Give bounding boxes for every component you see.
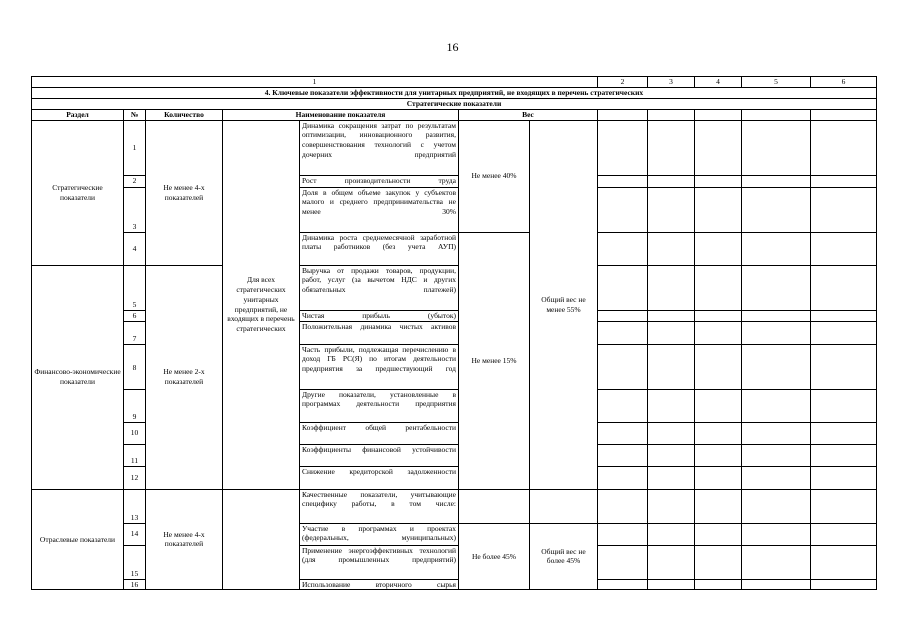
table-row (32, 489, 877, 523)
col-number: 2 (598, 77, 648, 88)
table-row (32, 120, 877, 175)
weight-financial: Не менее 15% (459, 232, 530, 489)
section-quantity: Не менее 4-х показателей (146, 489, 223, 590)
header-weight: Вес (459, 109, 598, 120)
row-number: 8 (124, 344, 146, 389)
row-number: 11 (124, 444, 146, 466)
indicator-name: Коэффициент общей рентабельности (300, 422, 459, 444)
col-number: 6 (811, 77, 877, 88)
table-title: 4. Ключевые показатели эффективности для унитарных предприятий, не входящих в перечень стратегических (32, 88, 877, 99)
weight-total-1: Общий вес не менее 55% (530, 120, 598, 489)
row-number: 6 (124, 310, 146, 321)
row-number: 14 (124, 523, 146, 545)
table-subtitle: Стратегические показатели (32, 98, 877, 109)
indicator-name: Другие показатели, установленные в программах деятельности предприятия (300, 389, 459, 422)
indicator-name: Динамика роста среднемесячной заработной платы работников (без учета АУП) (300, 232, 459, 265)
section-label: Стратегические показатели (32, 120, 124, 265)
kpi-table (31, 76, 877, 590)
row-number: 5 (124, 265, 146, 310)
row-number: 4 (124, 232, 146, 265)
row-number: 7 (124, 321, 146, 344)
header-section: Раздел (32, 109, 124, 120)
indicator-name: Применение энергоэффективных технологий (для промышленных предприятий) (300, 545, 459, 579)
header-qty: Количество (146, 109, 223, 120)
table-row (32, 265, 877, 310)
indicator-name: Положительная динамика чистых активов (300, 321, 459, 344)
header-name: Наименование показателя (223, 109, 459, 120)
col-number: 1 (32, 77, 598, 88)
indicator-name: Выручка от продажи товаров, продукции, работ, услуг (за вычетом НДС и других обязательных платежей) (300, 265, 459, 310)
row-number: 2 (124, 175, 146, 187)
applies-to: Для всех стратегических унитарных предприятий, не входящих в перечень стратегических (223, 120, 300, 489)
row-number: 3 (124, 187, 146, 232)
indicator-name: Чистая прибыль (убыток) (300, 310, 459, 321)
indicator-name: Доля в общем объеме закупок у субъектов малого и среднего предпринимательства не менее 30% (300, 187, 459, 232)
section-label: Финансово-экономические показатели (32, 265, 124, 489)
indicator-name: Участие в программах и проектах (федеральных, муниципальных) (300, 523, 459, 545)
column-numbers-row (32, 77, 877, 88)
section-quantity: Не менее 4-х показателей (146, 120, 223, 265)
header-num: № (124, 109, 146, 120)
indicator-name: Качественные показатели, учитывающие специфику работы, в том числе: (300, 489, 459, 523)
section-quantity: Не менее 2-х показателей (146, 265, 223, 489)
page-number: 16 (446, 40, 459, 54)
col-number: 3 (648, 77, 695, 88)
row-number: 12 (124, 466, 146, 489)
row-number: 10 (124, 422, 146, 444)
indicator-name: Использование вторичного сырья (300, 579, 459, 590)
weight-total-2: Общий вес не более 45% (530, 523, 598, 590)
col-number: 4 (695, 77, 742, 88)
indicator-name: Рост производительности труда (300, 175, 459, 187)
weight-strategic: Не менее 40% (459, 120, 530, 232)
row-number: 9 (124, 389, 146, 422)
col-number: 5 (742, 77, 811, 88)
row-number: 16 (124, 579, 146, 590)
section-label: Отраслевые показатели (32, 489, 124, 590)
row-number: 15 (124, 545, 146, 579)
indicator-name: Коэффициенты финансовой устойчивости (300, 444, 459, 466)
row-number: 13 (124, 489, 146, 523)
weight-sector: Не более 45% (459, 523, 530, 590)
indicator-name: Часть прибыли, подлежащая перечислению в доход ГБ РС(Я) по итогам деятельности предприятия за предшествующий год (300, 344, 459, 389)
indicator-name: Снижение кредиторской задолженности (300, 466, 459, 489)
column-header-row (32, 109, 877, 120)
indicator-name: Динамика сокращения затрат по результатам оптимизации, инновационного развития, совершенствования технологий с учетом дочерних предприятий (300, 120, 459, 175)
row-number: 1 (124, 120, 146, 175)
